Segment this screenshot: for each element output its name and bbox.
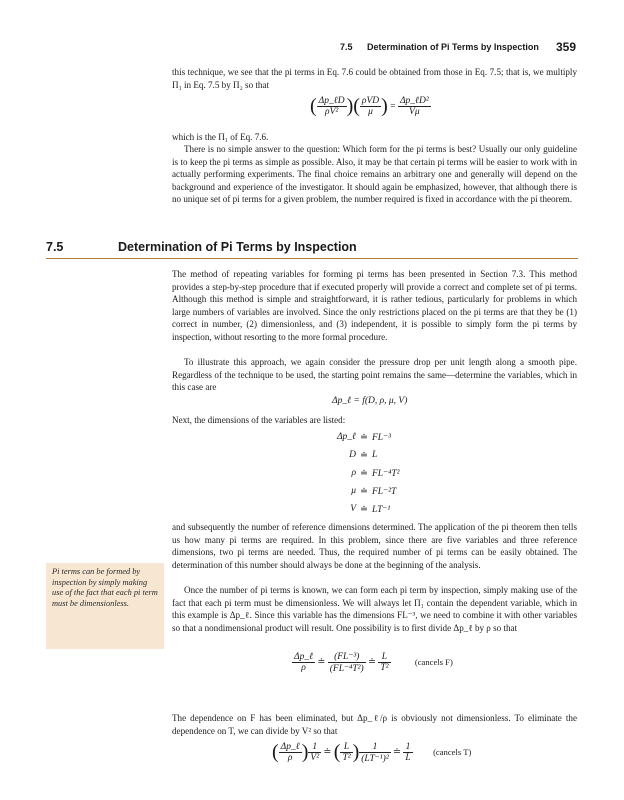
paragraph-method-intro: The method of repeating variables for forming pi terms has been presented in Section 7.3. This method provides a step-by-step procedure that if executed properly will provide a correct and complete set of pi terms. Although this method is simple and straightforward, it is rather tedious, particularly for problems in which large numbers of variables are involved. Since the only restrictions placed on the pi terms are that they be (1) correct in number, (2) dimensionless, and (3) independent, it is possible to simply form the pi terms by inspection, without resorting to the more formal procedure.: [172, 269, 577, 342]
paragraph-dimensions-intro: Next, the dimensions of the variables are listed:: [172, 415, 346, 425]
header-section-title: Determination of Pi Terms by Inspection: [367, 42, 539, 52]
dimension-rhs: FL⁻²T: [372, 487, 397, 497]
dimension-lhs: ρ: [351, 468, 356, 478]
eq2-term-b-numerator: (FL⁻³): [328, 651, 366, 663]
paragraph-eliminate-t: The dependence on F has been eliminated, but Δp_ℓ/ρ is obviously not dimensionless. To eliminate the dependence on T, we can divide by V² so that: [172, 713, 577, 736]
dimension-lhs: μ: [351, 486, 356, 496]
eq3-term-b-denominator: V²: [310, 753, 320, 763]
dimension-rhs: LT⁻¹: [372, 505, 391, 515]
paragraph-inspection: Once the number of pi terms is known, we can form each pi term by inspection, simply making use of the fact that each pi term must be dimensionless. We will always let Π₁ contain the dependent variable, which in this example is Δp_ℓ. Since this variable has the dimensions FL⁻³, we need to combine it with other variables so that a nondimensional product will result. One possibility is to first divide Δp_ℓ by ρ so that: [172, 585, 577, 633]
eq3-term-d-denominator: (LT⁻¹)²: [361, 753, 389, 764]
equation-function: Δp_ℓ = f(D, ρ, μ, V): [332, 396, 408, 406]
paragraph-continuation: this technique, we see that the pi terms in Eq. 7.6 could be obtained from those in Eq. 7.5; that is, we multiply Π₁ in Eq. 7.5 by Π₂ so that: [172, 67, 577, 90]
dimension-sign: ≐: [360, 433, 368, 443]
paragraph-reference-dimensions: and subsequently the number of reference dimensions determined. The application of the pi theorem then tells us how many pi terms are required. In this problem, since there are five variables and three reference dimensions, two pi terms are needed. Thus, the required number of pi terms can be easily obtained. The determination of this number should always be done at the beginning of the analysis.: [172, 522, 577, 570]
eq1-term-c-denominator: Vμ: [409, 107, 420, 117]
dimension-rhs: FL⁻⁴T²: [372, 469, 400, 479]
eq1-term-a-numerator: Δp_ℓD: [318, 96, 345, 106]
eq2-term-a-denominator: ρ: [301, 663, 306, 673]
dimension-sign: ≐: [360, 469, 368, 479]
margin-note-text: Pi terms can be formed by inspection by simply making use of the fact that each pi term must be dimensionless.: [52, 567, 158, 608]
eq2-term-c-numerator: L: [378, 652, 390, 663]
eq3-note: (cancels T): [433, 746, 472, 757]
paragraph-illustration: To illustrate this approach, we again consider the pressure drop per unit length along a smooth pipe. Regardless of the technique to be used, the starting point remains the same—determine the variables, which in this case are: [172, 357, 577, 393]
eq2-note: (cancels F): [414, 656, 453, 667]
eq3-term-a-numerator: Δp_ℓ: [280, 742, 300, 752]
equation-cancel-t: ( $\frac{\text{Δp\_ℓ}}{\rho}$ ) $\frac{1}{\text{V²}}$ ≐ ( $\frac{L}{\text{T²}}$ ) $\frac{1}{\text{(LT⁻¹)²}}$ ≐ $\frac{1}{L}$ (cancels T): [272, 741, 472, 764]
dimension-sign: ≐: [360, 487, 368, 497]
section-number: 7.5: [46, 240, 64, 254]
eq3-term-c-numerator: L: [340, 742, 352, 753]
eq3-term-b-numerator: 1: [308, 742, 321, 753]
eq3-term-d-numerator: 1: [359, 742, 390, 753]
eq2-term-a-numerator: Δp_ℓ: [294, 652, 314, 662]
dimension-lhs: V: [350, 504, 356, 514]
dimension-sign: ≐: [360, 505, 368, 515]
section-rule: [46, 258, 578, 259]
equation-cancel-f: $\frac{\text{Δp\_ℓ}}{\rho}$ ≐ $\frac{\text{(FL⁻³)}}{\text{(FL⁻⁴T²)}}$ ≐ $\frac{L}{\text{T²}}$ (cancels F): [294, 652, 453, 674]
eq1-term-c-numerator: Δp_ℓD²: [399, 96, 429, 106]
equation-pi-product: ( $\frac{\text{Δp\_ℓD}}{\text{ρV²}}$ )( $\frac{\text{ρVD}}{\mu}$ ) = $\frac{\text{Δp\_ℓD²}}{V\mu}$: [310, 95, 429, 117]
eq3-term-e-numerator: 1: [403, 742, 412, 753]
dimension-rhs: L: [372, 450, 378, 460]
paragraph-pi-choice: There is no simple answer to the question: Which form for the pi terms is best? Usually our only guideline is to keep the pi terms as simple as possible. Also, it may be that certain pi terms will be easier to work with in actually performing experiments. The final choice remains an arbitrary one and generally will depend on the background and experience of the investigator. It should again be emphasized, however, that although there is no unique set of pi terms for a given problem, the number required is fixed in accordance with the pi theorem.: [172, 144, 577, 205]
eq3-term-c-denominator: T²: [342, 753, 351, 763]
margin-note: [46, 563, 164, 649]
dimension-sign: ≐: [360, 451, 368, 461]
dimensions-list: [300, 432, 420, 524]
eq1-term-a-denominator: ρV²: [325, 107, 339, 117]
header-section-number: 7.5: [340, 42, 353, 52]
eq2-term-b-denominator: (FL⁻⁴T²): [329, 664, 364, 674]
eq3-term-e-denominator: L: [405, 753, 411, 763]
eq3-term-a-denominator: ρ: [287, 753, 293, 763]
dimension-rhs: FL⁻³: [372, 433, 391, 443]
section-title: Determination of Pi Terms by Inspection: [118, 240, 357, 254]
eq1-term-b-numerator: ρVD: [361, 96, 380, 106]
dimension-lhs: D: [349, 450, 356, 460]
dimension-lhs: Δp_ℓ: [336, 432, 356, 442]
paragraph-pi-reference: which is the Π₁ of Eq. 7.6.: [172, 132, 269, 142]
page-number: 359: [556, 40, 577, 54]
eq2-term-c-denominator: T²: [380, 663, 389, 673]
eq1-term-b-denominator: μ: [368, 107, 373, 117]
